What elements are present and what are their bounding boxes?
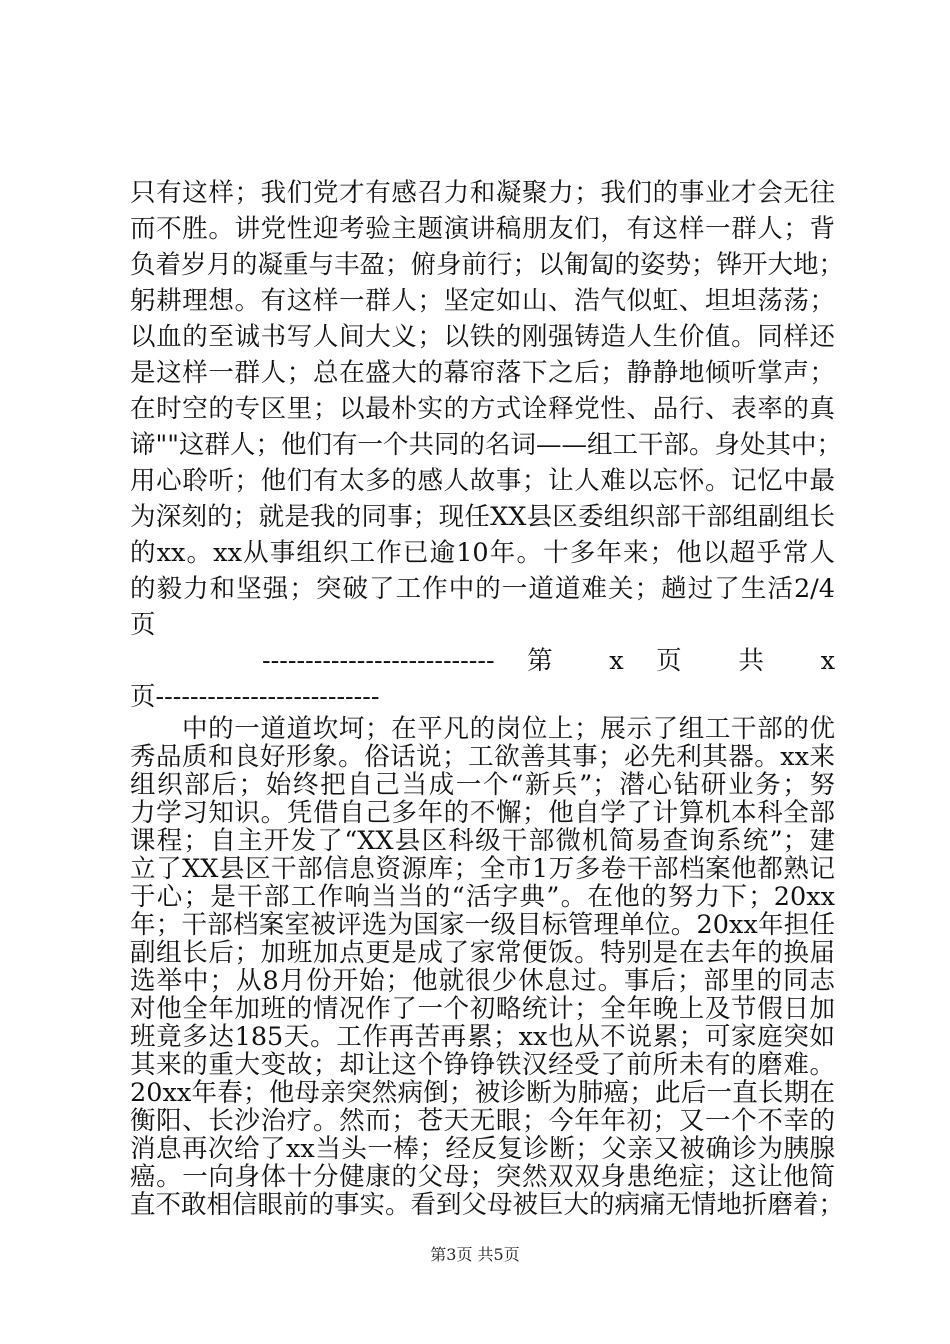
- paragraph-line: 在时空的专区里；以最朴实的方式诠释党性、品行、表率的真: [130, 394, 835, 424]
- paragraph-line: 消息再次给了xx当头一棒；经反复诊断；父亲又被确诊为胰腺: [130, 1134, 835, 1164]
- paragraph-line: 选举中；从8月份开始；他就很少休息过。事后；部里的同志: [130, 966, 835, 996]
- paragraph-line: 对他全年加班的情况作了一个初略统计；全年晚上及节假日加: [130, 994, 835, 1024]
- paragraph-line: 为深刻的；就是我的同事；现任XX县区委组织部干部组副组长: [130, 502, 835, 532]
- paragraph-line: 于心；是干部工作响当当的“活字典”。在他的努力下；20xx: [130, 882, 835, 912]
- paragraph-line: 直不敢相信眼前的事实。看到父母被巨大的病痛无情地折磨着；: [130, 1190, 845, 1220]
- paragraph-line: 中的一道道坎坷；在平凡的岗位上；展示了组工干部的优: [182, 714, 835, 744]
- paragraph-line: 的xx。xx从事组织工作已逾10年。十多年来；他以超乎常人: [130, 538, 835, 568]
- page-separator-right: --------------------------- 第 x 页 共 x: [262, 646, 835, 676]
- paragraph-line: 用心聆听；他们有太多的感人故事；让人难以忘怀。记忆中最: [130, 466, 835, 496]
- paragraph-line: 其来的重大变故；却让这个铮铮铁汉经受了前所未有的磨难。: [130, 1050, 835, 1080]
- paragraph-line: 副组长后；加班加点更是成了家常便饭。特别是在去年的换届: [130, 938, 835, 968]
- paragraph-line: 是这样一群人；总在盛大的幕帘落下之后；静静地倾听掌声；: [130, 358, 835, 388]
- paragraph-line: 秀品质和良好形象。俗话说；工欲善其事；必先利其器。xx来: [130, 742, 835, 772]
- page-separator-left: 页--------------------------: [130, 682, 380, 712]
- paragraph-line: 力学习知识。凭借自己多年的不懈；他自学了计算机本科全部: [130, 798, 835, 828]
- paragraph-line: 组织部后；始终把自己当成一个“新兵”；潜心钻研业务；努: [130, 770, 835, 800]
- paragraph-line: 躬耕理想。有这样一群人；坚定如山、浩气似虹、坦坦荡荡；: [130, 286, 835, 316]
- paragraph-line: 负着岁月的凝重与丰盈；俯身前行；以匍匐的姿势；铧开大地；: [130, 250, 845, 280]
- paragraph-line: 立了XX县区干部信息资源库；全市1万多卷干部档案他都熟记: [130, 854, 835, 884]
- paragraph-line: 的毅力和坚强；突破了工作中的一道道难关；趟过了生活2/4: [130, 574, 835, 604]
- paragraph-line: 班竟多达185天。工作再苦再累；xx也从不说累；可家庭突如: [130, 1022, 835, 1052]
- paragraph-line: 谛""这群人；他们有一个共同的名词——组工干部。身处其中；: [130, 430, 842, 460]
- paragraph-line: 而不胜。讲党性迎考验主题演讲稿朋友们，有这样一群人；背: [130, 214, 835, 244]
- paragraph-line: 年；干部档案室被评选为国家一级目标管理单位。20xx年担任: [130, 910, 835, 940]
- paragraph-line: 课程；自主开发了“XX县区科级干部微机简易查询系统”；建: [130, 826, 835, 856]
- page-footer: 第3页 共5页: [430, 1245, 520, 1264]
- paragraph-line: 20xx年春；他母亲突然病倒；被诊断为肺癌；此后一直长期在: [130, 1078, 835, 1108]
- paragraph-line: 只有这样；我们党才有感召力和凝聚力；我们的事业才会无往: [130, 178, 835, 208]
- paragraph-line: 衡阳、长沙治疗。然而；苍天无眼；今年年初；又一个不幸的: [130, 1106, 835, 1136]
- paragraph-line: 页: [130, 610, 156, 640]
- paragraph-line: 癌。一向身体十分健康的父母；突然双双身患绝症；这让他简: [130, 1162, 835, 1192]
- paragraph-line: 以血的至诚书写人间大义；以铁的刚强铸造人生价值。同样还: [130, 322, 835, 352]
